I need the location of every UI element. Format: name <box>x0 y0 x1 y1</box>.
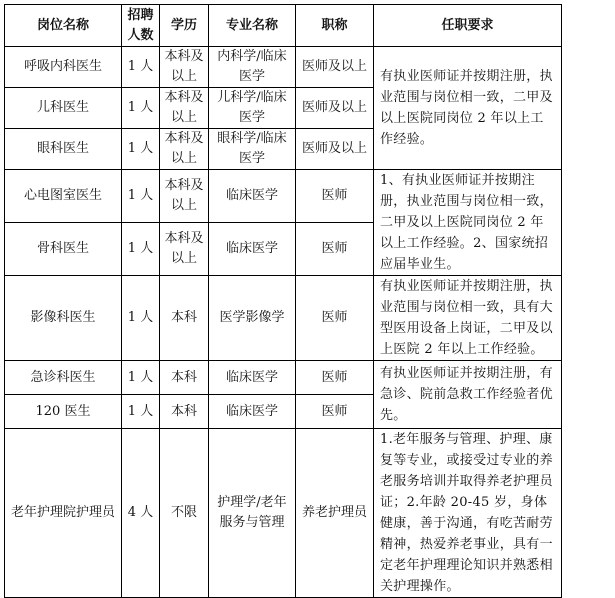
cell-requirements: 有执业医师证并按期注册，有急诊、院前急救工作经验者优先。 <box>374 361 562 429</box>
cell-title: 医师 <box>296 395 374 429</box>
cell-major: 临床医学 <box>209 170 296 223</box>
cell-major: 医学影像学 <box>209 276 296 361</box>
cell-count: 1 人 <box>122 223 160 276</box>
cell-count: 1 人 <box>122 170 160 223</box>
cell-title: 医师 <box>296 170 374 223</box>
cell-position: 急诊科医生 <box>5 361 122 395</box>
cell-title: 医师 <box>296 223 374 276</box>
cell-education: 本科及以上 <box>160 88 209 129</box>
cell-title: 医师及以上 <box>296 47 374 88</box>
recruitment-table <box>4 4 562 598</box>
table-row <box>5 47 562 88</box>
cell-requirements: 1.老年服务与管理、护理、康复等专业，或接受过专业的养老服务培训并取得养老护理员证；2.年龄 20-45 岁，身体健康，善于沟通，有吃苦耐劳精神，热爱养老事业，具有一定老年护理理论知识并熟悉相关护理操作。 <box>374 429 562 598</box>
cell-title: 医师及以上 <box>296 129 374 170</box>
cell-position: 儿科医生 <box>5 88 122 129</box>
table-row <box>5 170 562 223</box>
cell-major: 临床医学 <box>209 223 296 276</box>
cell-count: 1 人 <box>122 361 160 395</box>
header-count: 招聘人数 <box>122 5 160 47</box>
cell-major: 内科学/临床医学 <box>209 47 296 88</box>
cell-position: 心电图室医生 <box>5 170 122 223</box>
cell-education: 本科 <box>160 361 209 395</box>
cell-education: 本科及以上 <box>160 170 209 223</box>
cell-count: 1 人 <box>122 395 160 429</box>
table-row <box>5 276 562 361</box>
cell-education: 本科及以上 <box>160 129 209 170</box>
cell-education: 本科 <box>160 395 209 429</box>
header-title: 职称 <box>296 5 374 47</box>
header-education: 学历 <box>160 5 209 47</box>
cell-position: 老年护理院护理员 <box>5 429 122 598</box>
cell-title: 医师 <box>296 276 374 361</box>
header-position: 岗位名称 <box>5 5 122 47</box>
cell-position: 眼科医生 <box>5 129 122 170</box>
table-row <box>5 429 562 598</box>
cell-count: 1 人 <box>122 129 160 170</box>
cell-major: 临床医学 <box>209 395 296 429</box>
cell-education: 不限 <box>160 429 209 598</box>
cell-count: 4 人 <box>122 429 160 598</box>
cell-requirements: 有执业医师证并按期注册，执业范围与岗位相一致，具有大型医用设备上岗证，二甲及以上医院 2 年以上工作经验。 <box>374 276 562 361</box>
cell-count: 1 人 <box>122 276 160 361</box>
recruitment-table-container <box>4 4 562 598</box>
cell-major: 儿科学/临床医学 <box>209 88 296 129</box>
cell-title: 医师及以上 <box>296 88 374 129</box>
cell-position: 120 医生 <box>5 395 122 429</box>
cell-education: 本科 <box>160 276 209 361</box>
cell-position: 影像科医生 <box>5 276 122 361</box>
cell-major: 护理学/老年服务与管理 <box>209 429 296 598</box>
cell-count: 1 人 <box>122 47 160 88</box>
table-row <box>5 361 562 395</box>
cell-count: 1 人 <box>122 88 160 129</box>
header-major: 专业名称 <box>209 5 296 47</box>
cell-title: 医师 <box>296 361 374 395</box>
cell-major: 眼科学/临床医学 <box>209 129 296 170</box>
cell-title: 养老护理员 <box>296 429 374 598</box>
header-requirements: 任职要求 <box>374 5 562 47</box>
cell-position: 呼吸内科医生 <box>5 47 122 88</box>
header-row <box>5 5 562 47</box>
cell-requirements: 1、有执业医师证并按期注册，执业范围与岗位相一致，二甲及以上医院同岗位 2 年以上工作经验。2、国家统招应届毕业生。 <box>374 170 562 276</box>
cell-education: 本科及以上 <box>160 223 209 276</box>
cell-position: 骨科医生 <box>5 223 122 276</box>
cell-requirements: 有执业医师证并按期注册，执业范围与岗位相一致，二甲及以上医院同岗位 2 年以上工作经验。 <box>374 47 562 170</box>
cell-major: 临床医学 <box>209 361 296 395</box>
cell-education: 本科及以上 <box>160 47 209 88</box>
